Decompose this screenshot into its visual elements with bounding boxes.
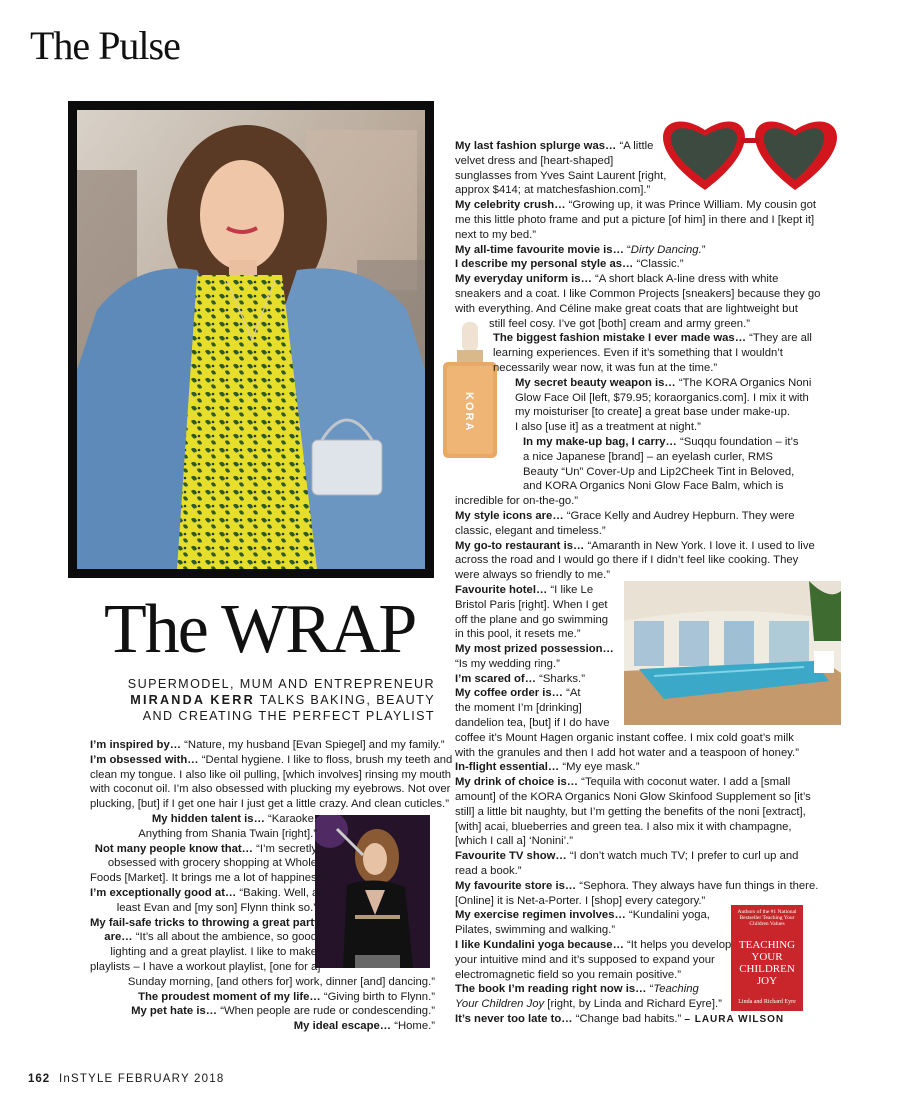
qa-question: Favourite hotel…	[455, 583, 548, 596]
qa-answer: least Evan and [my son] Flynn think so.”	[116, 901, 317, 914]
qa-answer: a nice Japanese [brand] – an eyelash curler, RMS	[523, 450, 773, 463]
qa-line	[455, 272, 815, 287]
qa-line	[455, 849, 815, 864]
standfirst-line: TALKS BAKING, BEAUTY	[259, 693, 435, 707]
qa-answer: incredible for on-the-go.”	[455, 495, 579, 508]
qa-line	[90, 753, 453, 768]
qa-answer: Glow Face Oil [left, $79.95; koraorganics.com]. I mix it with	[515, 391, 809, 404]
standfirst	[120, 676, 435, 724]
qa-line	[455, 627, 815, 642]
qa-question: I’m obsessed with…	[90, 753, 199, 766]
qa-answer: “Sephora. They always have fun things in there.	[576, 879, 819, 892]
qa-answer: “My eye mask.”	[559, 761, 640, 774]
qa-line	[455, 968, 815, 983]
issue-date: FEBRUARY 2018	[117, 1073, 225, 1085]
qa-answer: “A short black A-line dress with white	[591, 273, 779, 286]
qa-answer: dandelion tea, [but] if I do have	[455, 717, 610, 730]
qa-line	[455, 450, 815, 465]
qa-question: The biggest fashion mistake I ever made was…	[493, 332, 747, 345]
qa-answer: “Kundalini yoga,	[625, 909, 710, 922]
qa-line	[455, 154, 815, 169]
qa-question: My all-time favourite movie is…	[455, 243, 624, 256]
qa-answer: with everything. And Céline make great coats that are lightweight but	[455, 302, 798, 315]
qa-line	[90, 871, 435, 886]
qa-line	[455, 746, 815, 761]
qa-question: I describe my personal style as…	[455, 258, 634, 271]
qa-line	[455, 346, 815, 361]
qa-answer: “It helps you develop	[623, 939, 732, 952]
qa-answer: [with] acai, blueberries and green tea. I also mix it with champagne,	[455, 820, 792, 833]
qa-answer: “Is my wedding ring.”	[455, 657, 560, 670]
qa-line	[455, 716, 815, 731]
qa-answer: [right, by Linda and Richard Eyre].”	[544, 998, 722, 1011]
qa-answer: across the road and I would go there if I didn’t feel like cooking. They	[455, 554, 799, 567]
qa-line	[455, 701, 815, 716]
qa-answer: my moisturiser [to create] a great base under make-up.	[515, 406, 791, 419]
qa-answer: “Change bad habits.”	[572, 1013, 685, 1026]
qa-line	[90, 901, 435, 916]
qa-answer: the moment I’m [drinking]	[455, 702, 582, 715]
qa-answer: next to my bed.”	[455, 228, 536, 241]
qa-answer: playlists – I have a workout playlist, [one for a]	[90, 960, 321, 973]
standfirst-line: AND CREATING THE PERFECT PLAYLIST	[142, 709, 435, 723]
qa-line	[455, 539, 815, 554]
page-number: 162	[28, 1073, 51, 1085]
qa-line	[455, 894, 815, 909]
qa-question: My fail-safe tricks to throwing a great party	[90, 916, 321, 929]
qa-line	[90, 945, 435, 960]
qa-line	[455, 257, 815, 272]
qa-question: My most prized possession…	[455, 643, 614, 656]
qa-question: My favourite store is…	[455, 879, 577, 892]
qa-line	[90, 738, 445, 753]
qa-answer: “They are all	[746, 332, 812, 345]
qa-line	[455, 183, 815, 198]
qa-line	[90, 930, 435, 945]
qa-line	[455, 376, 815, 391]
qa-line	[455, 317, 815, 332]
qa-line	[455, 805, 815, 820]
qa-answer: plucking, [but] if I get one hair I just get a little crazy. And clean cuticles.”	[90, 798, 449, 811]
qa-answer: “The KORA Organics Noni	[675, 376, 812, 389]
qa-answer: me this little photo frame and put a picture [of him] in there and I [kept it]	[455, 213, 815, 226]
qa-answer: “	[623, 243, 631, 256]
qa-line	[455, 775, 815, 790]
qa-line	[90, 960, 435, 975]
qa-answer: “When people are rude or condescending.”	[217, 1005, 435, 1018]
qa-question: My hidden talent is…	[151, 812, 265, 825]
qa-question: The proudest moment of my life…	[138, 990, 321, 1003]
qa-question: My style icons are…	[455, 509, 564, 522]
qa-line	[455, 331, 815, 346]
qa-question: My secret beauty weapon is…	[515, 376, 676, 389]
qa-answer: “Nature, my husband [Evan Spiegel] and my family.”	[181, 739, 445, 751]
qa-line	[455, 686, 815, 701]
book-authors: Linda and Richard Eyre	[738, 999, 796, 1005]
qa-answer: and KORA Organics Noni Glow Face Balm, which is	[523, 480, 784, 493]
qa-answer: Bristol Paris [right]. When I get	[455, 598, 608, 611]
qa-question: I’m inspired by…	[90, 739, 182, 751]
qa-question: It’s never too late to…	[455, 1013, 573, 1026]
qa-question: I’m scared of…	[455, 672, 536, 685]
qa-question: In-flight essential…	[455, 761, 560, 774]
qa-line	[90, 856, 435, 871]
qa-answer: “	[646, 983, 654, 996]
qa-answer: learning experiences. Even if it’s something that I wouldn’t	[493, 347, 783, 360]
qa-line	[90, 782, 451, 797]
qa-answer: “I’m secretly	[252, 842, 317, 855]
qa-answer: Pilates, swimming and walking.”	[455, 924, 616, 937]
qa-answer: with coconut oil. I’m also obsessed with plucking my eyebrows. Not over	[90, 783, 451, 796]
qa-line	[90, 827, 435, 842]
qa-answer: were always so friendly to me.”	[455, 569, 611, 582]
qa-answer: “Home.”	[391, 1020, 435, 1033]
qa-answer: off the plane and go swimming	[455, 613, 609, 626]
qa-line	[455, 642, 815, 657]
qa-line	[455, 228, 815, 243]
qa-line	[455, 139, 815, 154]
headline: The WRAP	[104, 591, 416, 668]
qa-line	[455, 479, 815, 494]
qa-answer: electromagnetic field so you remain positive.”	[455, 968, 682, 981]
qa-answer: “Karaoke.	[264, 812, 317, 825]
qa-question: Not many people know that…	[94, 842, 253, 855]
qa-answer: “Classic.”	[633, 258, 684, 271]
qa-line	[90, 990, 435, 1005]
qa-answer: Sunday morning, [and others for] work, dinner [and] dancing.”	[127, 975, 435, 988]
qa-line	[90, 812, 435, 827]
qa-line	[455, 553, 815, 568]
book-blurb: Authors of the #1 National Bestseller Teaching Your Children Values	[737, 909, 797, 927]
qa-answer: velvet dress and [heart-shaped]	[455, 154, 614, 167]
qa-answer: read a book.”	[455, 865, 522, 878]
section-title: The Pulse	[30, 23, 180, 68]
qa-line	[455, 405, 815, 420]
qa-line	[455, 953, 815, 968]
qa-line	[455, 391, 815, 406]
page-folio	[28, 1073, 224, 1085]
qa-line	[455, 834, 815, 849]
qa-line	[455, 613, 815, 628]
qa-line	[455, 1012, 815, 1028]
qa-answer: “At	[562, 687, 581, 700]
qa-answer: sneakers and a coat. I like Common Projects [sneakers] because they go	[455, 287, 821, 300]
qa-answer: [which I call a] ‘Nonini’.”	[455, 835, 574, 848]
qa-answer: lighting and a great playlist. I like to make	[110, 946, 317, 959]
qa-answer: “Sharks.”	[536, 672, 585, 685]
qa-answer: “Grace Kelly and Audrey Hepburn. They were	[563, 509, 795, 522]
qa-line	[455, 583, 815, 598]
qa-line	[90, 797, 449, 812]
qa-answer: “Baking. Well, at	[236, 886, 322, 899]
qa-line	[455, 435, 815, 450]
qa-line	[455, 287, 821, 302]
qa-answer: coffee it’s Mount Hagen organic instant coffee. I mix cold goat’s milk	[455, 731, 794, 744]
qa-line	[455, 598, 815, 613]
qa-answer: “Amaranth in New York. I love it. I used to live	[584, 539, 815, 552]
qa-line	[455, 494, 815, 509]
qa-answer: “A little	[616, 140, 654, 152]
qa-answer: amount] of the KORA Organics Noni Glow Skinfood Supplement so [it’s	[455, 791, 811, 804]
qa-line	[455, 302, 815, 317]
qa-answer: sunglasses from Yves Saint Laurent [right,	[455, 169, 667, 182]
qa-answer: [Online] it is Net-a-Porter. I [shop] every category.”	[455, 894, 706, 907]
qa-line	[455, 465, 815, 480]
right-column-qa	[455, 139, 821, 1028]
qa-title-italic: Dirty Dancing.	[630, 243, 702, 256]
qa-line	[455, 524, 815, 539]
qa-line	[90, 916, 435, 931]
qa-answer: “It’s all about the ambience, so good	[132, 931, 317, 944]
qa-line	[90, 886, 435, 901]
qa-line	[455, 923, 815, 938]
qa-line	[90, 975, 435, 990]
qa-question: My celebrity crush…	[455, 199, 566, 212]
qa-line	[455, 169, 815, 184]
qa-line	[90, 1004, 435, 1019]
qa-question: My coffee order is…	[455, 687, 563, 700]
hero-photo-miranda-kerr	[77, 110, 425, 569]
qa-answer: ”	[701, 243, 706, 256]
qa-question: In my make-up bag, I carry…	[523, 435, 677, 448]
qa-question: My last fashion splurge was…	[455, 140, 617, 152]
qa-answer: approx $414; at matchesfashion.com].”	[455, 184, 651, 197]
standfirst-line: SUPERMODEL, MUM AND ENTREPRENEUR	[127, 677, 435, 691]
qa-line	[455, 864, 815, 879]
qa-line	[455, 420, 815, 435]
qa-line	[455, 509, 815, 524]
qa-answer: “I like Le	[547, 583, 594, 596]
qa-answer: still feel cosy. I’ve got [both] cream and army green.”	[489, 317, 750, 330]
qa-question: My ideal escape…	[293, 1020, 392, 1033]
qa-line	[455, 243, 815, 258]
qa-line	[90, 768, 452, 783]
qa-question: My drink of choice is…	[455, 776, 579, 789]
qa-answer: in this pool, it resets me.”	[455, 628, 581, 641]
qa-answer: “Suqqu foundation – it’s	[676, 435, 799, 448]
qa-line	[455, 908, 815, 923]
qa-question: Favourite TV show…	[455, 850, 567, 863]
qa-answer: “Dental hygiene. I like to floss, brush my teeth and	[198, 753, 453, 766]
qa-answer: Beauty “Un” Cover-Up and Lip2Cheek Tint in Beloved,	[523, 465, 795, 478]
qa-title-italic: Your Children Joy	[455, 998, 545, 1011]
qa-answer: still] a little bit naughty, but I’m getting the benefits of the noni [extract],	[455, 805, 806, 818]
qa-line	[90, 1019, 435, 1034]
qa-line	[455, 731, 815, 746]
standfirst-name: MIRANDA KERR	[130, 693, 255, 707]
qa-answer: classic, elegant and timeless.”	[455, 524, 606, 537]
qa-line	[455, 790, 815, 805]
qa-line	[455, 760, 815, 775]
qa-question: are…	[104, 931, 133, 944]
byline: – LAURA WILSON	[684, 1014, 785, 1026]
qa-answer: I also [use it] as a treatment at night.”	[515, 421, 701, 434]
book-title: TEACHING YOUR CHILDREN JOY	[738, 939, 796, 987]
qa-answer: “I don’t watch much TV; I prefer to curl up and	[566, 850, 799, 863]
qa-answer: Anything from Shania Twain [right].”	[138, 827, 317, 840]
qa-question: I’m exceptionally good at…	[90, 886, 237, 899]
serum-brand-label: KORA	[463, 392, 475, 433]
left-column-qa	[90, 738, 453, 1034]
qa-line	[455, 568, 815, 583]
qa-line	[455, 657, 815, 672]
qa-line	[455, 820, 815, 835]
qa-line	[455, 879, 819, 894]
qa-answer: “Giving birth to Flynn.”	[320, 990, 435, 1003]
qa-line	[455, 361, 815, 376]
qa-question: My pet hate is…	[131, 1005, 218, 1018]
qa-question: My everyday uniform is…	[455, 273, 592, 286]
qa-question: My exercise regimen involves…	[455, 909, 626, 922]
qa-answer: with the granules and then I add hot water and a teaspoon of honey.”	[455, 746, 799, 759]
magazine-name: InSTYLE	[58, 1073, 114, 1085]
qa-line	[455, 982, 815, 997]
qa-line	[455, 213, 815, 228]
qa-line	[455, 198, 815, 213]
qa-answer: your intuitive mind and it’s supposed to expand your	[455, 953, 715, 966]
qa-answer: obsessed with grocery shopping at Whole	[107, 857, 317, 870]
qa-question: The book I’m reading right now is…	[455, 983, 647, 996]
qa-line	[455, 938, 815, 953]
qa-line	[455, 672, 815, 687]
qa-answer: “Growing up, it was Prince William. My cousin got	[565, 199, 816, 212]
qa-question: My go-to restaurant is…	[455, 539, 585, 552]
qa-question: I like Kundalini yoga because…	[455, 939, 624, 952]
qa-line	[90, 842, 435, 857]
qa-answer: necessarily wear now, it was fun at the time.”	[493, 361, 718, 374]
qa-answer: Foods [Market]. It brings me a lot of happiness.”	[90, 872, 330, 885]
qa-title-italic: Teaching	[653, 983, 699, 996]
qa-answer: clean my tongue. I also like oil pulling, [which involves] rinsing my mouth	[90, 768, 452, 781]
qa-line	[455, 997, 815, 1012]
qa-answer: “Tequila with coconut water. I add a [small	[578, 776, 791, 789]
